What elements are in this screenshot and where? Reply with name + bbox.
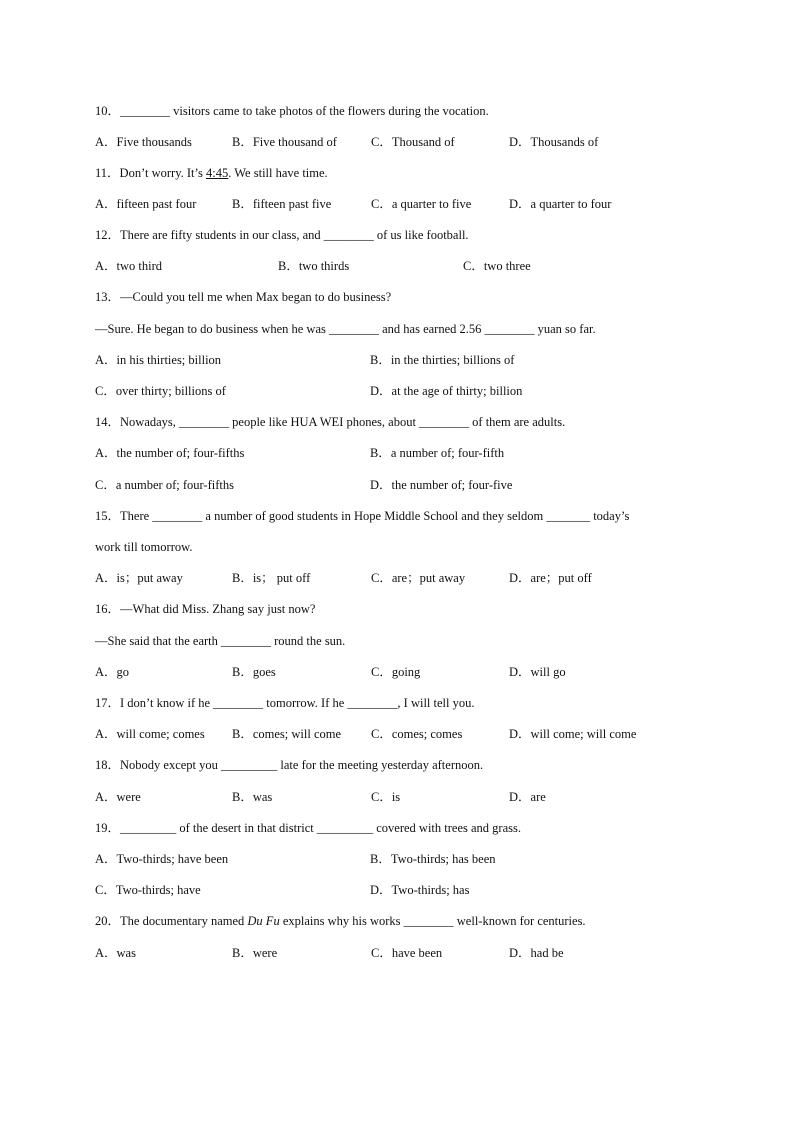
option-a[interactable]: A．will come; comes: [95, 727, 205, 741]
question-13-stem: [95, 289, 391, 305]
question-number: 15．: [95, 509, 121, 523]
option-c[interactable]: C．going: [371, 665, 421, 679]
question-text: —She said that the earth ________ round the sun.: [95, 634, 346, 648]
option-b[interactable]: B．a number of; four-fifth: [370, 446, 505, 460]
option-a[interactable]: A．Two-thirds; have been: [95, 852, 229, 866]
option-a[interactable]: A．is；put away: [95, 571, 183, 585]
option-a[interactable]: A．go: [95, 665, 130, 679]
question-13-stem-2: [95, 321, 596, 337]
question-20-stem: [95, 913, 586, 929]
option-b[interactable]: B．were: [232, 946, 278, 960]
option-c[interactable]: C．Two-thirds; have: [95, 883, 201, 897]
question-text: —Could you tell me when Max began to do business?: [120, 290, 392, 304]
question-text: —Sure. He began to do business when he was ________ and has earned 2.56 ________ yuan so far.: [95, 322, 596, 336]
question-18-stem: [95, 757, 483, 773]
question-text: There ________ a number of good students in Hope Middle School and they seldom _______ today’s: [120, 509, 630, 523]
question-text: work till tomorrow.: [95, 540, 193, 554]
option-d[interactable]: D．Two-thirds; has: [370, 883, 470, 897]
question-12-stem: [95, 227, 469, 243]
question-text: Nowadays, ________ people like HUA WEI phones, about ________ of them are adults.: [120, 415, 566, 429]
option-c[interactable]: C．a quarter to five: [371, 197, 472, 211]
question-number: 19．: [95, 821, 121, 835]
option-d[interactable]: D．at the age of thirty; billion: [370, 384, 523, 398]
option-b[interactable]: B．two thirds: [278, 259, 350, 273]
question-text: The documentary named: [120, 914, 248, 928]
question-text: —What did Miss. Zhang say just now?: [120, 602, 316, 616]
question-text-end: explains why his works ________ well-known for centuries.: [279, 914, 586, 928]
option-c[interactable]: C．Thousand of: [371, 135, 455, 149]
question-text: Don’t worry. It’s: [119, 166, 206, 180]
option-b[interactable]: B．fifteen past five: [232, 197, 332, 211]
option-d[interactable]: D．Thousands of: [509, 135, 599, 149]
option-a[interactable]: A．the number of; four-fifths: [95, 446, 245, 460]
question-text: _________ of the desert in that district _________ covered with trees and grass.: [120, 821, 521, 835]
option-c[interactable]: C．a number of; four-fifths: [95, 478, 234, 492]
option-c[interactable]: C．comes; comes: [371, 727, 463, 741]
option-d[interactable]: D．are；put off: [509, 571, 592, 585]
option-b[interactable]: B．goes: [232, 665, 276, 679]
option-a[interactable]: A．in his thirties; billion: [95, 353, 222, 367]
question-text: ________ visitors came to take photos of the flowers during the vocation.: [120, 104, 489, 118]
option-c[interactable]: C．are；put away: [371, 571, 466, 585]
option-d[interactable]: D．are: [509, 790, 546, 804]
question-number: 11．: [95, 166, 120, 180]
option-b[interactable]: B．is； put off: [232, 571, 311, 585]
option-b[interactable]: B．Two-thirds; has been: [370, 852, 496, 866]
option-c[interactable]: C．over thirty; billions of: [95, 384, 226, 398]
question-15-stem: [95, 508, 629, 524]
option-d[interactable]: D．had be: [509, 946, 564, 960]
option-a[interactable]: A．two third: [95, 259, 163, 273]
option-b[interactable]: B．Five thousand of: [232, 135, 337, 149]
option-a[interactable]: A．were: [95, 790, 141, 804]
question-10-stem: [95, 103, 489, 119]
question-number: 18．: [95, 758, 121, 772]
question-number: 14．: [95, 415, 121, 429]
question-11-stem: [95, 165, 328, 181]
question-14-stem: [95, 414, 565, 430]
question-number: 10．: [95, 104, 121, 118]
question-number: 13．: [95, 290, 121, 304]
option-a[interactable]: A．fifteen past four: [95, 197, 197, 211]
option-d[interactable]: D．the number of; four-five: [370, 478, 513, 492]
question-text: I don’t know if he ________ tomorrow. If he ________, I will tell you.: [120, 696, 475, 710]
option-c[interactable]: C．two three: [463, 259, 531, 273]
question-15-stem-2: [95, 539, 192, 555]
option-d[interactable]: D．will go: [509, 665, 566, 679]
option-d[interactable]: D．will come; will come: [509, 727, 637, 741]
option-b[interactable]: B．comes; will come: [232, 727, 342, 741]
option-a[interactable]: A．was: [95, 946, 136, 960]
question-text-end: . We still have time.: [228, 166, 328, 180]
question-number: 20．: [95, 914, 121, 928]
question-19-stem: [95, 820, 521, 836]
documentary-title: Du Fu: [247, 914, 280, 928]
option-b[interactable]: B．was: [232, 790, 273, 804]
option-b[interactable]: B．in the thirties; billions of: [370, 353, 515, 367]
option-d[interactable]: D．a quarter to four: [509, 197, 612, 211]
question-16-stem: [95, 601, 315, 617]
question-number: 17．: [95, 696, 121, 710]
underlined-time: 4:45: [206, 166, 229, 180]
question-16-stem-2: [95, 633, 345, 649]
option-c[interactable]: C．is: [371, 790, 401, 804]
question-text: Nobody except you _________ late for the meeting yesterday afternoon.: [120, 758, 484, 772]
option-c[interactable]: C．have been: [371, 946, 443, 960]
option-a[interactable]: A．Five thousands: [95, 135, 192, 149]
question-number: 12．: [95, 228, 121, 242]
question-17-stem: [95, 695, 474, 711]
question-number: 16．: [95, 602, 121, 616]
question-text: There are fifty students in our class, and ________ of us like football.: [120, 228, 469, 242]
